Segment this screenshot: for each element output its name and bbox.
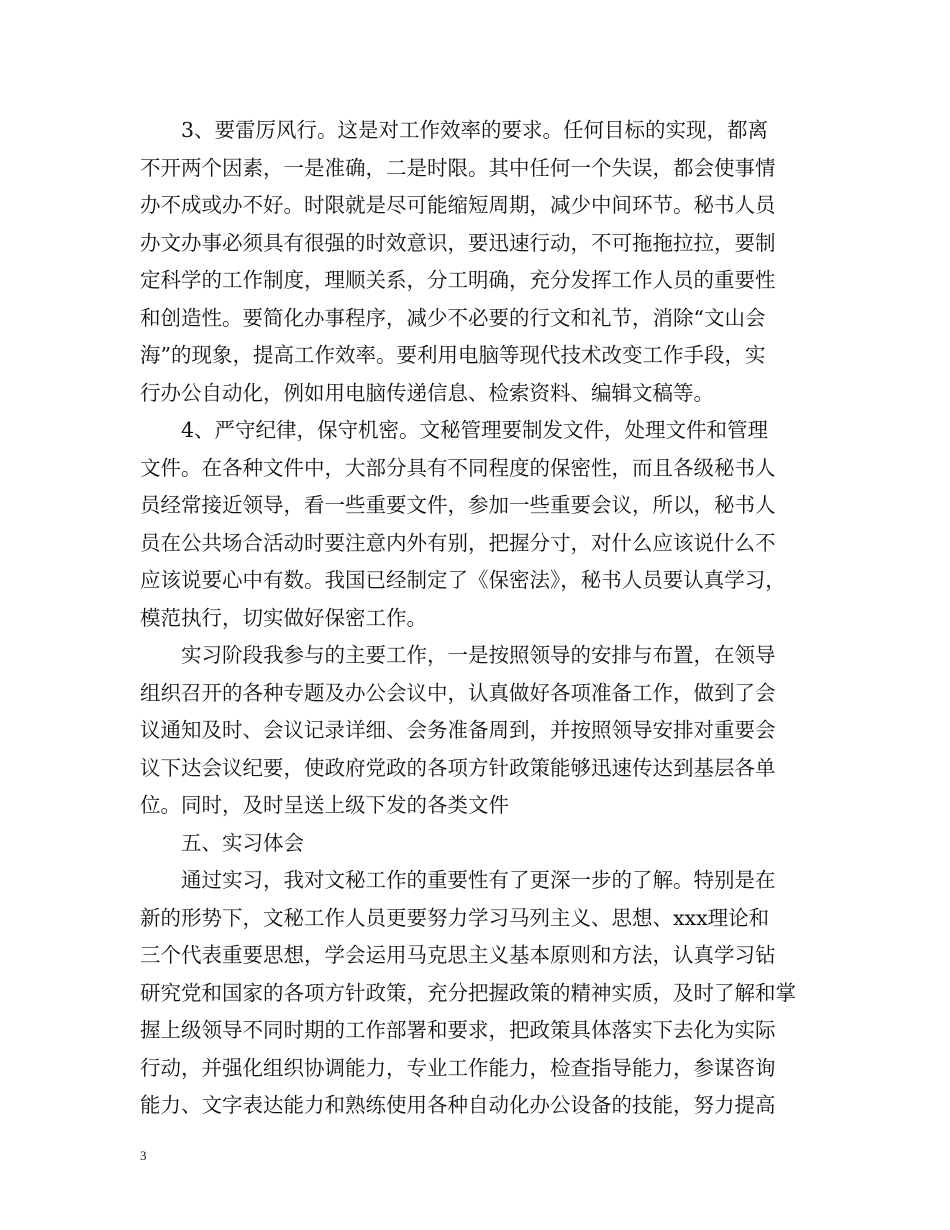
text-line: 办不成或办不好。时限就是尽可能缩短周期，减少中间环节。秘书人员 <box>140 193 776 217</box>
section-heading: 五、实习体会 <box>181 830 304 855</box>
text-line: 员在公共场合活动时要注意内外有别，把握分寸，对什么应该说什么不 <box>140 530 776 555</box>
text-line: 海”的现象，提高工作效率。要利用电脑等现代技术改变工作手段，实 <box>140 343 766 367</box>
page-number: 3 <box>140 1148 147 1163</box>
body-text <box>140 112 818 1125</box>
text-line: 定科学的工作制度，理顺关系，分工明确，充分发挥工作人员的重要性 <box>140 268 776 292</box>
text-line: 不开两个因素，一是准确，二是时限。其中任何一个失误，都会使事情 <box>140 155 776 180</box>
text-line: 3、要雷厉风行。这是对工作效率的要求。任何目标的实现，都离 <box>181 118 769 142</box>
text-line: 行办公自动化，例如用电脑传递信息、检索资料、编辑文稿等。 <box>140 380 714 405</box>
text-line: 应该说要心中有数。我国已经制定了《保密法》，秘书人员要认真学习， <box>140 568 786 592</box>
text-line: 议下达会议纪要，使政府党政的各项方针政策能够迅速传达到基层各单 <box>140 755 776 780</box>
text-line: 位。同时，及时呈送上级下发的各类文件 <box>140 793 509 817</box>
text-line: 办文办事必须具有很强的时效意识，要迅速行动，不可拖拖拉拉，要制 <box>140 230 776 255</box>
text-line: 三个代表重要思想，学会运用马克思主义基本原则和方法，认真学习钻 <box>140 943 776 967</box>
text-line: 4、严守纪律，保守机密。文秘管理要制发文件，处理文件和管理 <box>181 418 769 442</box>
text-line: 组织召开的各种专题及办公会议中，认真做好各项准备工作，做到了会 <box>140 680 776 705</box>
text-line: 握上级领导不同时期的工作部署和要求，把政策具体落实下去化为实际 <box>140 1018 776 1042</box>
text-line: 行动，并强化组织协调能力，专业工作能力，检查指导能力，参谋咨询 <box>140 1055 776 1080</box>
text-line: 研究党和国家的各项方针政策，充分把握政策的精神实质，及时了解和掌 <box>140 980 796 1005</box>
text-line: 通过实习，我对文秘工作的重要性有了更深一步的了解。特别是在 <box>181 868 776 892</box>
text-line: 实习阶段我参与的主要工作，一是按照领导的安排与布置，在领导 <box>181 643 776 667</box>
text-line: 员经常接近领导，看一些重要文件，参加一些重要会议，所以，秘书人 <box>140 493 776 517</box>
text-line: 模范执行，切实做好保密工作。 <box>140 605 427 630</box>
text-line: 能力、文字表达能力和熟练使用各种自动化办公设备的技能，努力提高 <box>140 1093 776 1117</box>
text-line: 文件。在各种文件中，大部分具有不同程度的保密性，而且各级秘书人 <box>140 455 776 480</box>
text-line: 新的形势下，文秘工作人员更要努力学习马列主义、思想、xxx理论和 <box>140 905 770 930</box>
text-line: 和创造性。要简化办事程序，减少不必要的行文和礼节，消除“文山会 <box>140 305 766 330</box>
text-line: 议通知及时、会议记录详细、会务准备周到，并按照领导安排对重要会 <box>140 718 776 742</box>
